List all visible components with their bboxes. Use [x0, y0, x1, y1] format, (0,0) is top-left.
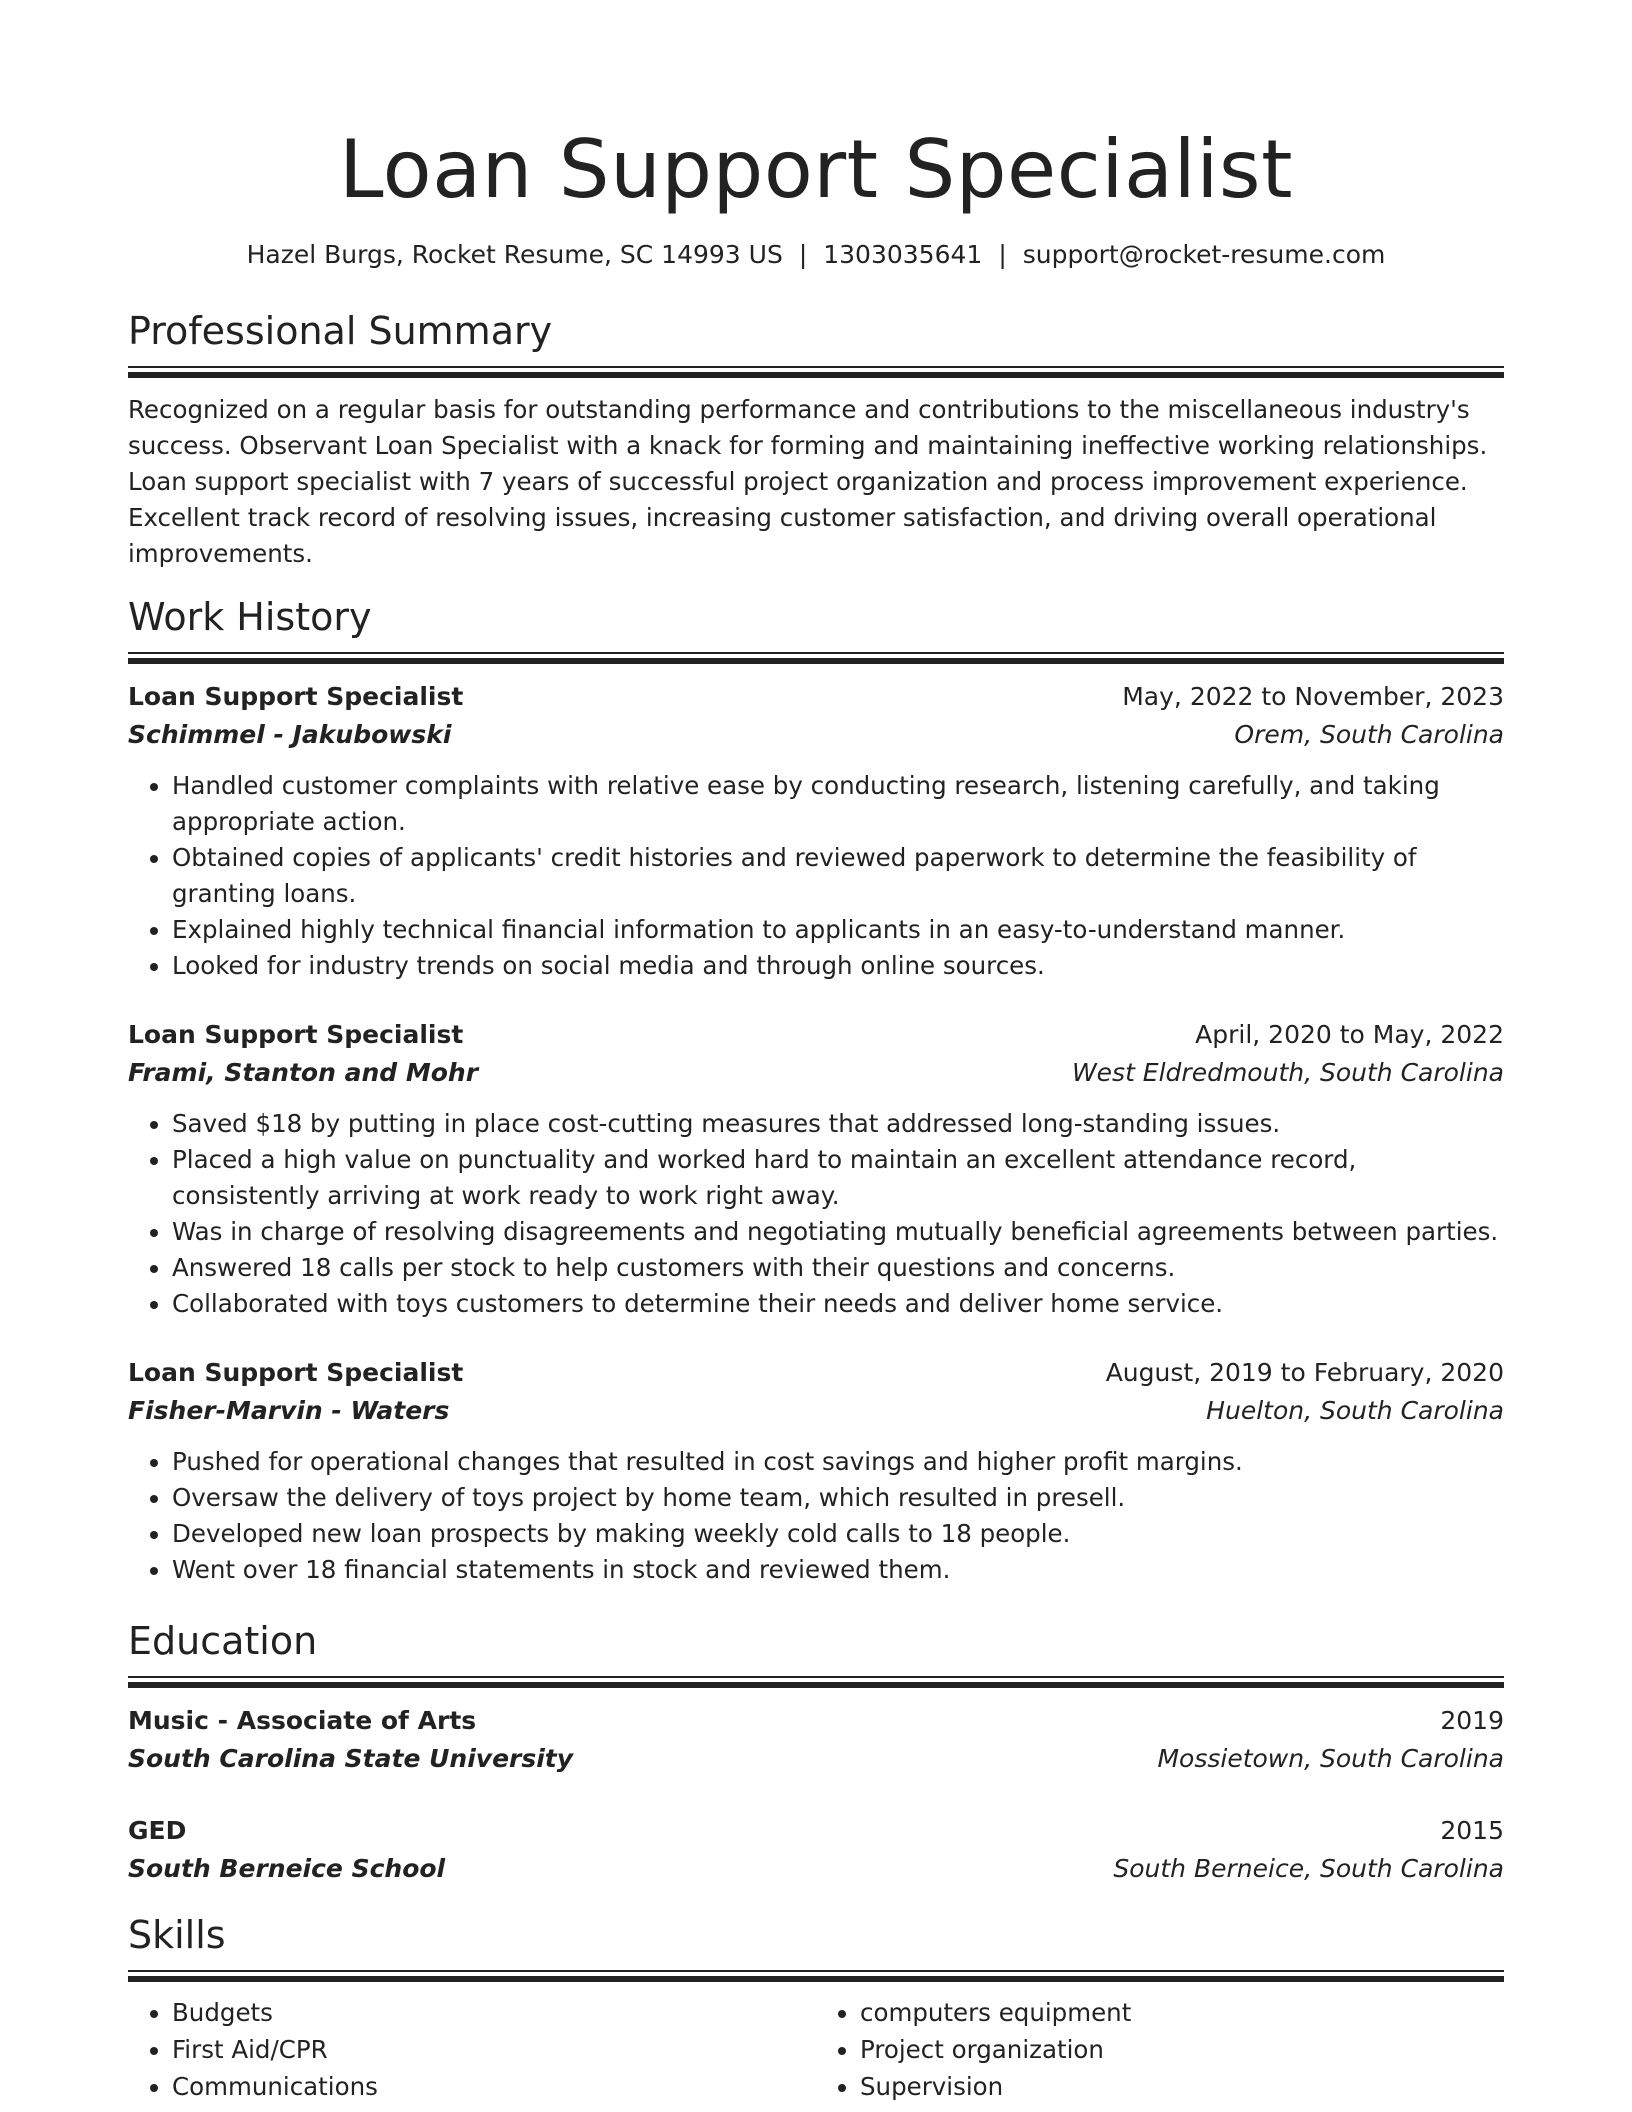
job-bullets: [128, 1106, 1504, 1322]
list-item: • Looked for industry trends on social media and through online sources.: [172, 948, 1504, 984]
contact-address: Hazel Burgs, Rocket Resume, SC 14993 US: [246, 240, 783, 269]
job-bullets: [128, 1444, 1504, 1588]
education-entry: [128, 1812, 1504, 1888]
list-item: • Developed new loan prospects by making weekly cold calls to 18 people.: [172, 1516, 1504, 1552]
job-entry: [128, 1354, 1504, 1588]
section-divider: [128, 652, 1504, 664]
resume-title: Loan Support Specialist: [339, 123, 1293, 216]
summary-text: Recognized on a regular basis for outstanding performance and contributions to the miscellaneous industry's success. Observant Loan Specialist with a knack for forming and maintaining ineffective working relationships. Loan support specialist with 7 years of successful project organization and process improvement experience. Excellent track record of resolving issues, increasing customer satisfaction, and driving overall operational improvements.: [128, 395, 1488, 568]
education-year: 2019: [1440, 1706, 1504, 1735]
section-heading-skills: Skills: [128, 1913, 226, 1957]
job-dates: April, 2020 to May, 2022: [1195, 1020, 1504, 1049]
job-title: Loan Support Specialist: [128, 1358, 464, 1387]
job-entry: [128, 1016, 1504, 1322]
job-company: Frami, Stanton and Mohr: [128, 1058, 479, 1087]
education-location: Mossietown, South Carolina: [1157, 1744, 1504, 1773]
job-location: Orem, South Carolina: [1234, 720, 1504, 749]
section-heading-education: Education: [128, 1619, 318, 1663]
job-title: Loan Support Specialist: [128, 682, 464, 711]
skills-columns: [128, 1994, 1504, 2105]
job-location: Huelton, South Carolina: [1206, 1396, 1504, 1425]
section-heading-summary: Professional Summary: [128, 309, 553, 353]
skill-item: • Budgets: [172, 1994, 816, 2031]
job-company: Fisher-Marvin - Waters: [128, 1396, 450, 1425]
education-section: [128, 1616, 1504, 1888]
summary-section: [128, 306, 1504, 572]
education-year: 2015: [1440, 1816, 1504, 1845]
list-item: • Went over 18 financial statements in stock and reviewed them.: [172, 1552, 1504, 1588]
skill-item: • Communications: [172, 2068, 816, 2105]
section-divider: [128, 1676, 1504, 1688]
list-item: • Saved $18 by putting in place cost-cutting measures that addressed long-standing issues.: [172, 1106, 1504, 1142]
skill-item: • Project organization: [860, 2031, 1504, 2068]
section-heading-work-history: Work History: [128, 595, 372, 639]
contact-separator: |: [998, 240, 1007, 269]
list-item: • Placed a high value on punctuality and worked hard to maintain an excellent attendance record, consistently arriving at work ready to work right away.: [172, 1142, 1504, 1214]
skill-item: • Supervision: [860, 2068, 1504, 2105]
education-location: South Berneice, South Carolina: [1113, 1854, 1504, 1883]
section-divider: [128, 1970, 1504, 1982]
education-degree: GED: [128, 1816, 187, 1845]
job-entry: [128, 678, 1504, 984]
work-history-section: [128, 592, 1504, 1588]
education-school: South Berneice School: [128, 1854, 446, 1883]
contact-line: [128, 238, 1504, 272]
list-item: • Collaborated with toys customers to determine their needs and deliver home service.: [172, 1286, 1504, 1322]
job-bullets: [128, 768, 1504, 984]
list-item: • Handled customer complaints with relative ease by conducting research, listening carefully, and taking appropriate action.: [172, 768, 1504, 840]
job-dates: May, 2022 to November, 2023: [1122, 682, 1504, 711]
education-entry: [128, 1702, 1504, 1778]
job-location: West Eldredmouth, South Carolina: [1071, 1058, 1504, 1087]
contact-phone: 1303035641: [823, 240, 983, 269]
skill-item: • computers equipment: [860, 1994, 1504, 2031]
contact-separator: |: [798, 240, 808, 269]
job-dates: August, 2019 to February, 2020: [1105, 1358, 1504, 1387]
job-title: Loan Support Specialist: [128, 1020, 464, 1049]
education-school: South Carolina State University: [128, 1744, 574, 1773]
section-divider: [128, 366, 1504, 378]
contact-email: support@rocket-resume.com: [1022, 240, 1386, 269]
list-item: • Answered 18 calls per stock to help customers with their questions and concerns.: [172, 1250, 1504, 1286]
skills-list-left: [128, 1994, 816, 2105]
list-item: • Explained highly technical financial information to applicants in an easy-to-understand manner.: [172, 912, 1504, 948]
list-item: • Oversaw the delivery of toys project by home team, which resulted in presell.: [172, 1480, 1504, 1516]
job-company: Schimmel - Jakubowski: [128, 720, 452, 749]
skills-section: [128, 1910, 1504, 2105]
skill-item: • First Aid/CPR: [172, 2031, 816, 2068]
list-item: • Pushed for operational changes that resulted in cost savings and higher profit margins.: [172, 1444, 1504, 1480]
list-item: • Was in charge of resolving disagreements and negotiating mutually beneficial agreements between parties.: [172, 1214, 1504, 1250]
skills-list-right: [816, 1994, 1504, 2105]
list-item: • Obtained copies of applicants' credit histories and reviewed paperwork to determine the feasibility of granting loans.: [172, 840, 1504, 912]
education-degree: Music - Associate of Arts: [128, 1706, 477, 1735]
